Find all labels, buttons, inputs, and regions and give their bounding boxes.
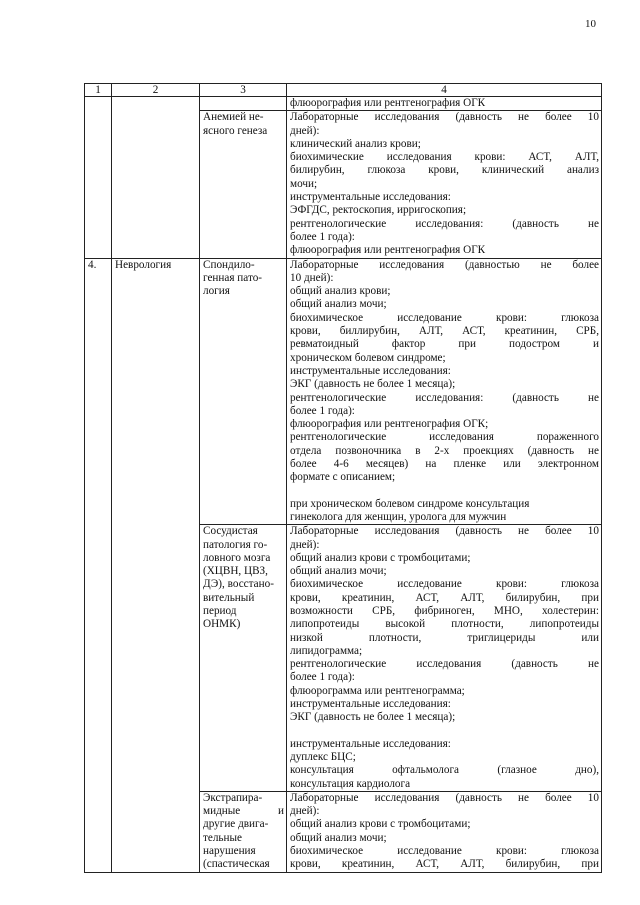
- cell-condition-empty: [200, 97, 287, 111]
- text-line: биохимическое исследование крови: глюкоза: [290, 845, 599, 858]
- text-line: рентгенологические исследования (давность не: [290, 658, 599, 671]
- cell-condition: [200, 525, 287, 792]
- text-line: гинеколога для женщин, уролога для мужчин: [290, 510, 507, 523]
- text-line: флюорография или рентгенография ОГК: [290, 244, 486, 257]
- text-line: общий анализ мочи;: [290, 298, 387, 311]
- text-line: флюорограмма или рентгенограмма;: [290, 684, 465, 697]
- text-line: период: [203, 604, 237, 617]
- text-line: Экстрапира-: [203, 791, 263, 804]
- text-line: липидограмма;: [290, 644, 363, 657]
- text-line: генная пато-: [203, 271, 263, 284]
- cell-requirements: [287, 791, 602, 872]
- text-line: ДЭ), восстано-: [203, 578, 274, 591]
- requirements-table: [84, 83, 602, 873]
- text-line: рентгенологические исследования пораженного: [290, 431, 599, 444]
- text-line: общий анализ крови;: [290, 285, 391, 298]
- header-col-4: 4: [287, 84, 602, 97]
- text-line: Лабораторные исследования (давность не более 10: [290, 791, 599, 804]
- text-line: дней):: [290, 538, 320, 551]
- text-line: логия: [203, 285, 230, 298]
- text-line: ясного генеза: [203, 124, 268, 137]
- text-line: инструментальные исследования:: [290, 698, 451, 711]
- text-line: дней):: [290, 805, 320, 818]
- text-line: флюорография или рентгенография ОГК: [290, 97, 486, 109]
- text-line: ЭФГДС, ректоскопия, ирригоскопия;: [290, 204, 467, 217]
- header-col-3: 3: [200, 84, 287, 97]
- cell-condition: [200, 258, 287, 525]
- header-col-1: 1: [85, 84, 112, 97]
- table-row-continuation: [85, 97, 602, 111]
- text-line: Лабораторные исследования (давность не более 10: [290, 525, 599, 538]
- text-line: мочи;: [290, 177, 318, 190]
- text-line: ОНМК): [203, 618, 241, 631]
- blank-line: [290, 725, 599, 738]
- text-line: крови, биллирубин, АЛТ, АСТ, креатинин, СРБ,: [290, 325, 599, 338]
- text-line: консультация кардиолога: [290, 777, 411, 790]
- cell-requirements: [287, 525, 602, 792]
- text-line: общий анализ мочи;: [290, 565, 387, 578]
- cell-requirements: [287, 258, 602, 525]
- blank-line: [290, 485, 599, 498]
- text-line: дней):: [290, 124, 320, 137]
- text-line: биохимические исследования крови: АСТ, АЛТ,: [290, 151, 599, 164]
- text-line: рентгенологические исследования: (давность не: [290, 391, 599, 404]
- table-row-spondylogenic: [85, 258, 602, 525]
- text-line: общий анализ крови с тромбоцитами;: [290, 818, 471, 831]
- text-line: патология го-: [203, 538, 268, 551]
- text-line: общий анализ крови с тромбоцитами;: [290, 551, 471, 564]
- text-line: крови, креатинин, АСТ, АЛТ, билирубин, при: [290, 591, 599, 604]
- text-line: Анемией не-: [203, 111, 264, 124]
- text-line: (спастическая: [203, 858, 270, 871]
- text-line: другие двига-: [203, 818, 269, 831]
- page-number: 10: [585, 18, 596, 30]
- text-line: биохимическое исследование крови: глюкоза: [290, 311, 599, 324]
- text-line: мидные и: [203, 805, 284, 818]
- cell-number-empty: [85, 97, 112, 259]
- text-line: рентгенологические исследования: (давность не: [290, 217, 599, 230]
- text-line: инструментальные исследования:: [290, 191, 451, 204]
- text-line: ЭКГ (давность не более 1 месяца);: [290, 378, 456, 391]
- text-line: тельные: [203, 831, 243, 844]
- text-line: более 1 года):: [290, 671, 355, 684]
- text-line: Сосудистая: [203, 525, 258, 538]
- text-line: крови, креатинин, АСТ, АЛТ, билирубин, при: [290, 858, 599, 871]
- text-line: Лабораторные исследования (давность не более 10: [290, 111, 599, 124]
- text-line: формате с описанием;: [290, 471, 396, 484]
- cell-requirements: [287, 97, 602, 111]
- cell-condition: [200, 791, 287, 872]
- text-line: флюорография или рентгенография ОГК;: [290, 418, 489, 431]
- cell-specialty: Неврология: [112, 258, 200, 872]
- text-line: 10 дней):: [290, 271, 334, 284]
- text-line: Лабораторные исследования (давностью не более: [290, 258, 599, 271]
- text-line: вительный: [203, 591, 255, 604]
- text-line: билирубин, глюкоза крови, клинический анализ: [290, 164, 599, 177]
- text-line: дуплекс БЦС;: [290, 750, 356, 763]
- text-line: при хроническом болевом синдроме консультация: [290, 497, 530, 510]
- text-line: инструментальные исследования:: [290, 364, 451, 377]
- text-line: возможности СРБ, фибриноген, МНО, холестерин:: [290, 604, 599, 617]
- text-line: ЭКГ (давность не более 1 месяца);: [290, 711, 456, 724]
- text-line: клинический анализ крови;: [290, 137, 421, 150]
- text-line: нарушения: [203, 845, 256, 858]
- text-line: ревматоидный фактор при подостром и: [290, 338, 599, 351]
- text-line: общий анализ мочи;: [290, 831, 387, 844]
- text-line: более 4-6 месяцев) на пленке или электронном: [290, 458, 599, 471]
- cell-condition: [200, 111, 287, 258]
- text-line: более 1 года):: [290, 230, 355, 243]
- cell-number: 4.: [85, 258, 112, 872]
- text-line: инструментальные исследования:: [290, 737, 451, 750]
- table-header-row: [85, 84, 602, 97]
- cell-specialty-empty: [112, 97, 200, 259]
- text-line: отдела позвоночника в 2-х проекциях (давность не: [290, 444, 599, 457]
- text-line: биохимическое исследование крови: глюкоза: [290, 578, 599, 591]
- text-line: (ХЦВН, ЦВЗ,: [203, 565, 268, 578]
- text-line: более 1 года):: [290, 404, 355, 417]
- text-line: низкой плотности, триглицериды или: [290, 631, 599, 644]
- header-col-2: 2: [112, 84, 200, 97]
- text-line: хроническом болевом синдроме;: [290, 351, 446, 364]
- cell-requirements: [287, 111, 602, 258]
- text-line: ловного мозга: [203, 551, 271, 564]
- text-line: липопротеиды высокой плотности, липопротеиды: [290, 618, 599, 631]
- text-line: консультация офтальмолога (глазное дно),: [290, 764, 599, 777]
- text-line: Спондило-: [203, 258, 255, 271]
